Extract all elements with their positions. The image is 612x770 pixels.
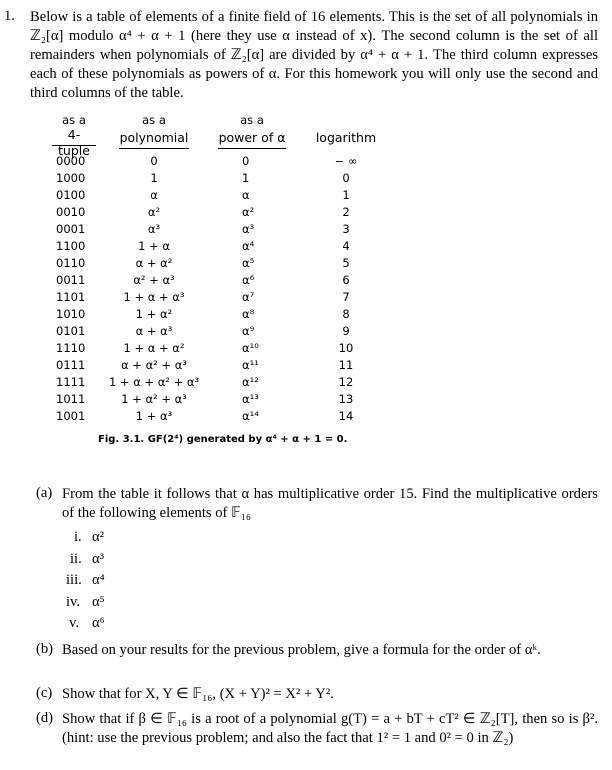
tuple-cell: 1101: [56, 290, 86, 304]
tuple-cell: 1011: [56, 392, 86, 406]
item-label: iii.: [66, 572, 82, 588]
column-header: 4-tuple: [52, 127, 96, 146]
polynomial-cell: α + α² + α³: [121, 358, 187, 372]
polynomial-cell: α² + α³: [133, 273, 175, 287]
tuple-cell: 0011: [56, 273, 86, 287]
polynomial-cell: 1 + α + α³: [123, 290, 185, 304]
column-top-label: as a: [240, 113, 264, 127]
power-cell: α⁶: [242, 273, 255, 287]
polynomial-cell: α³: [147, 222, 161, 236]
power-cell: α¹³: [242, 392, 259, 406]
column-top-label: [308, 113, 384, 127]
polynomial-cell: α²: [147, 205, 161, 219]
problem-intro: Below is a table of elements of a finite field of 16 elements. This is the set of all polynomials in ℤ₂[α] modulo α⁴ + α + 1 (here they use α instead of x). The second column is the set of all remainders when polynomials of ℤ₂[α] are divided by α⁴ + α + 1. The third column expresses each of these polynomials as powers of α. For this homework you will only use the second and third columns of the table.: [30, 9, 598, 101]
logarithm-cell: − ∞: [334, 154, 358, 168]
part-c-text: Show that for X, Y ∈ 𝔽₁₆, (X + Y)² = X² + Y².: [62, 686, 334, 702]
column-4-tuple: [52, 113, 96, 423]
polynomial-cell: 1 + α + α² + α³: [108, 375, 200, 389]
item-text: α⁵: [92, 594, 105, 610]
tuple-cell: 1010: [56, 307, 86, 321]
power-cell: α¹²: [242, 375, 259, 389]
table-caption: Fig. 3.1. GF(2⁴) generated by α⁴ + α + 1 = 0.: [98, 434, 348, 445]
item-label: i.: [74, 529, 82, 545]
logarithm-cell: 9: [342, 324, 350, 338]
power-cell: α¹⁰: [242, 341, 259, 355]
field-table: [40, 113, 420, 433]
column-polynomial: [104, 113, 204, 423]
part-d-text: Show that if β ∈ 𝔽₁₆ is a root of a polynomial g(T) = a + bT + cT² ∈ ℤ₂[T], then so is β². (hint: use the previous problem; and also the fact that 1² = 1 and 0² = 0 in ℤ₂): [62, 711, 598, 746]
part-a-text: From the table it follows that α has multiplicative order 15. Find the multiplicative orders of the following elements of 𝔽₁₆: [62, 486, 598, 521]
logarithm-cell: 2: [342, 205, 350, 219]
power-cell: α³: [242, 222, 255, 236]
power-cell: α⁹: [242, 324, 255, 338]
power-cells: [212, 153, 292, 425]
tuple-cell: 0101: [56, 324, 86, 338]
column-top-label: as a: [62, 113, 86, 127]
tuple-cell: 0111: [56, 358, 86, 372]
logarithm-cell: 0: [342, 171, 350, 185]
logarithm-cell: 5: [342, 256, 350, 270]
column-power: [212, 113, 292, 423]
tuple-cell: 1111: [56, 375, 86, 389]
logarithm-cell: 10: [338, 341, 354, 355]
tuple-cell: 0010: [56, 205, 86, 219]
tuple-cell: 0100: [56, 188, 86, 202]
part-b-label: (b): [36, 641, 54, 657]
polynomial-cell: α + α²: [135, 256, 173, 270]
polynomial-cell: 1 + α + α²: [123, 341, 185, 355]
part-b-text: Based on your results for the previous problem, give a formula for the order of αᵏ.: [62, 642, 541, 658]
polynomial-cell: α: [150, 188, 158, 202]
polynomial-cell: 1 + α² + α³: [121, 392, 187, 406]
column-logarithm: [308, 113, 384, 423]
power-cell: α: [242, 188, 250, 202]
logarithm-cell: 13: [338, 392, 354, 406]
polynomial-cell: 0: [150, 154, 158, 168]
item-label: iv.: [66, 594, 81, 610]
item-text: α⁶: [92, 615, 105, 631]
tuple-cell: 1110: [56, 341, 86, 355]
item-text: α⁴: [92, 572, 105, 588]
tuple-cell: 0001: [56, 222, 86, 236]
logarithm-cells: [308, 153, 384, 425]
logarithm-cell: 1: [342, 188, 350, 202]
logarithm-cell: 12: [338, 375, 354, 389]
polynomial-cell: α + α³: [135, 324, 173, 338]
tuple-cell: 1001: [56, 409, 86, 423]
logarithm-cell: 4: [342, 239, 350, 253]
polynomial-cell: 1 + α²: [135, 307, 173, 321]
item-text: α²: [92, 529, 105, 545]
logarithm-cell: 11: [338, 358, 354, 372]
item-text: α³: [92, 551, 105, 567]
logarithm-cell: 7: [342, 290, 350, 304]
tuple-cell: 1000: [56, 171, 86, 185]
column-top-label: as a: [142, 113, 166, 127]
polynomial-cell: 1 + α³: [135, 409, 173, 423]
power-cell: α⁸: [242, 307, 255, 321]
part-a-label: (a): [36, 485, 53, 501]
power-cell: α¹¹: [242, 358, 259, 372]
power-cell: α¹⁴: [242, 409, 259, 423]
polynomial-cell: 1: [150, 171, 158, 185]
power-cell: 1: [242, 171, 250, 185]
power-cell: α⁴: [242, 239, 255, 253]
item-label: ii.: [70, 551, 82, 567]
problem-number: 1.: [4, 8, 15, 24]
part-c-label: (c): [36, 685, 53, 701]
tuple-cell: 0000: [56, 154, 86, 168]
power-cell: α²: [242, 205, 255, 219]
logarithm-cell: 6: [342, 273, 350, 287]
column-header: power of α: [218, 130, 287, 149]
logarithm-cell: 14: [338, 409, 354, 423]
power-cell: 0: [242, 154, 250, 168]
item-label: v.: [69, 615, 79, 631]
tuple-cell: 1100: [56, 239, 86, 253]
tuple-cells: [52, 153, 96, 425]
tuple-cell: 0110: [56, 256, 86, 270]
power-cell: α⁷: [242, 290, 255, 304]
logarithm-cell: 8: [342, 307, 350, 321]
polynomial-cells: [104, 153, 204, 425]
power-cell: α⁵: [242, 256, 255, 270]
part-d-label: (d): [36, 710, 54, 726]
polynomial-cell: 1 + α: [138, 239, 170, 253]
logarithm-cell: 3: [342, 222, 350, 236]
column-header: logarithm: [315, 130, 377, 145]
column-header: polynomial: [119, 130, 190, 149]
